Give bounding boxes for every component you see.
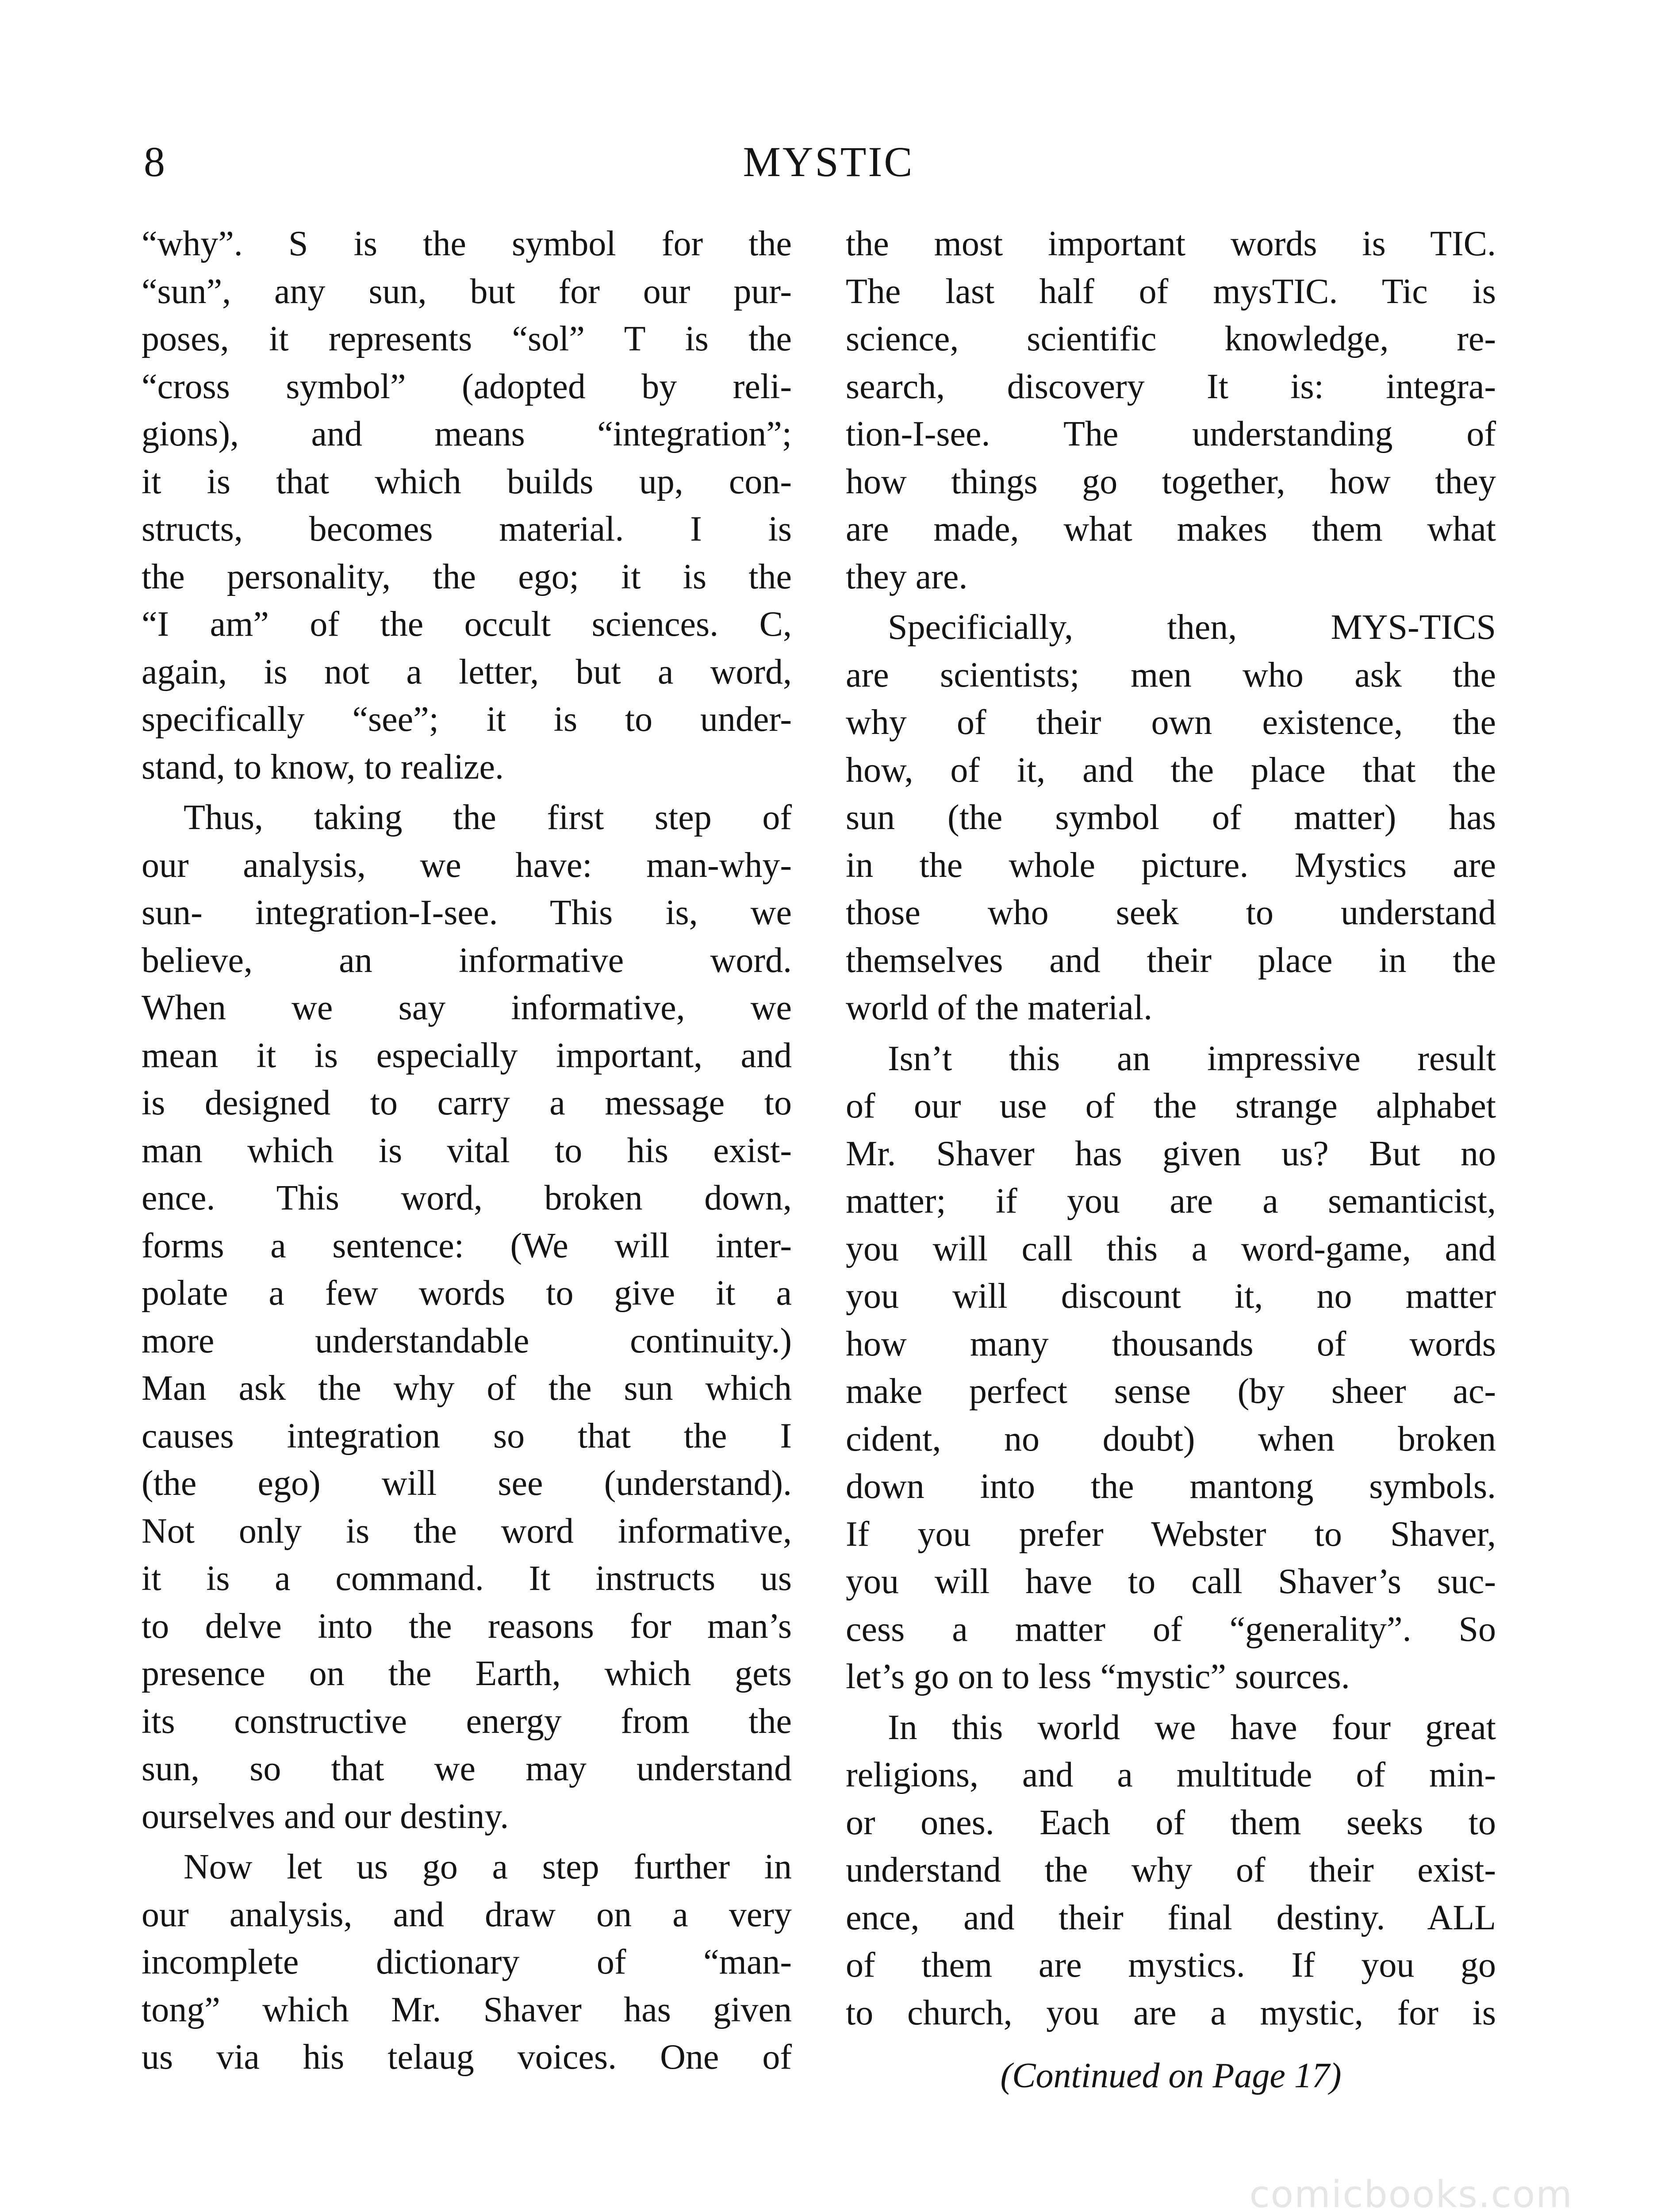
text-line: to delve into the reasons for man’s (142, 1606, 792, 1646)
text-line: make perfect sense (by sheer ac- (846, 1372, 1496, 1411)
text-line: “sun”, any sun, but for our pur- (142, 272, 792, 311)
text-line: are scientists; men who ask the (846, 655, 1496, 695)
text-line: you will discount it, no matter (846, 1277, 1496, 1316)
text-line: let’s go on to less “mystic” sources. (846, 1657, 1350, 1696)
text-line: tion-I-see. The understanding of (846, 415, 1496, 453)
text-line: themselves and their place in the (846, 941, 1496, 980)
text-line: the personality, the ego; it is the (142, 557, 792, 596)
text-line: matter; if you are a semanticist, (846, 1182, 1496, 1221)
continued-note: (Continued on Page 17) (1000, 2056, 1342, 2095)
text-line: it is that which builds up, con- (142, 462, 792, 501)
text-line: of our use of the strange alphabet (846, 1087, 1496, 1125)
text-line: mean it is especially important, and (142, 1036, 792, 1075)
text-line: our analysis, we have: man-why- (142, 845, 792, 885)
text-line: how things go together, how they (846, 462, 1496, 501)
text-line: in the whole picture. Mystics are (846, 845, 1496, 885)
paragraph-start: In this world we have four great (888, 1708, 1496, 1747)
paragraph-start: Specificially, then, MYS-TICS (888, 608, 1496, 647)
text-line: man which is vital to his exist- (142, 1131, 792, 1170)
text-line: they are. (846, 557, 968, 596)
text-line: of them are mystics. If you go (846, 1946, 1496, 1985)
paragraph-start: Now let us go a step further in (184, 1847, 792, 1886)
text-line: poses, it represents “sol” T is the (142, 319, 792, 358)
text-line: our analysis, and draw on a very (142, 1895, 792, 1934)
text-line: Not only is the word informative, (142, 1511, 792, 1551)
text-line: believe, an informative word. (142, 941, 792, 980)
text-line: how, of it, and the place that the (846, 750, 1496, 790)
text-line: science, scientific knowledge, re- (846, 319, 1496, 358)
text-line: religions, and a multitude of min- (846, 1755, 1496, 1794)
text-line: gions), and means “integration”; (142, 415, 792, 453)
text-line: why of their own existence, the (846, 703, 1496, 742)
text-line: “I am” of the occult sciences. C, (142, 605, 792, 644)
text-line: ence, and their final destiny. ALL (846, 1898, 1496, 1937)
text-line: are made, what makes them what (846, 510, 1496, 549)
text-line: world of the material. (846, 988, 1153, 1027)
text-line: is designed to carry a message to (142, 1083, 792, 1122)
text-line: ourselves and our destiny. (142, 1797, 509, 1836)
left-column (142, 220, 792, 2081)
text-line: incomplete dictionary of “man- (142, 1943, 792, 1982)
text-line: The last half of mysTIC. Tic is (846, 272, 1496, 311)
text-line: more understandable continuity.) (142, 1321, 792, 1360)
page-number: 8 (144, 138, 165, 185)
text-line: cident, no doubt) when broken (846, 1419, 1496, 1459)
text-line: Mr. Shaver has given us? But no (846, 1134, 1496, 1173)
text-line: sun (the symbol of matter) has (846, 798, 1496, 837)
text-line: how many thousands of words (846, 1324, 1496, 1363)
paragraph-start: Thus, taking the first step of (184, 798, 792, 837)
text-line: you will have to call Shaver’s suc- (846, 1562, 1496, 1601)
running-title: MYSTIC (743, 138, 914, 185)
text-line: presence on the Earth, which gets (142, 1654, 792, 1693)
text-line: “why”. S is the symbol for the (142, 224, 792, 263)
paragraph-start: Isn’t this an impressive result (888, 1039, 1496, 1078)
text-line: or ones. Each of them seeks to (846, 1803, 1496, 1842)
text-line: those who seek to understand (846, 893, 1496, 932)
text-line: structs, becomes material. I is (142, 510, 792, 549)
watermark: comicbooks.com (1249, 2173, 1573, 2212)
text-line: understand the why of their exist- (846, 1851, 1496, 1889)
text-line: cess a matter of “generality”. So (846, 1609, 1496, 1649)
text-line: stand, to know, to realize. (142, 747, 504, 787)
text-line: (the ego) will see (understand). (142, 1464, 792, 1503)
text-line: the most important words is TIC. (846, 224, 1496, 263)
text-line: tong” which Mr. Shaver has given (142, 1990, 792, 2029)
text-line: causes integration so that the I (142, 1416, 792, 1455)
text-line: If you prefer Webster to Shaver, (846, 1514, 1496, 1554)
text-line: ence. This word, broken down, (142, 1179, 792, 1217)
text-line: its constructive energy from the (142, 1701, 792, 1741)
text-line: sun, so that we may understand (142, 1749, 792, 1788)
text-line: search, discovery It is: integra- (846, 367, 1496, 406)
text-line: to church, you are a mystic, for is (846, 1993, 1496, 2032)
text-line: again, is not a letter, but a word, (142, 652, 792, 691)
text-line: down into the mantong symbols. (846, 1467, 1496, 1506)
text-line: sun- integration-I-see. This is, we (142, 893, 792, 932)
text-line: forms a sentence: (We will inter- (142, 1226, 792, 1265)
text-line: specifically “see”; it is to under- (142, 700, 792, 739)
right-column (846, 220, 1496, 2037)
text-line: us via his telaug voices. One of (142, 2038, 792, 2077)
text-line: you will call this a word-game, and (846, 1229, 1496, 1268)
text-line: polate a few words to give it a (142, 1274, 792, 1313)
text-line: it is a command. It instructs us (142, 1559, 792, 1598)
text-line: Man ask the why of the sun which (142, 1369, 792, 1408)
text-line: When we say informative, we (142, 988, 792, 1027)
text-line: “cross symbol” (adopted by reli- (142, 367, 792, 406)
